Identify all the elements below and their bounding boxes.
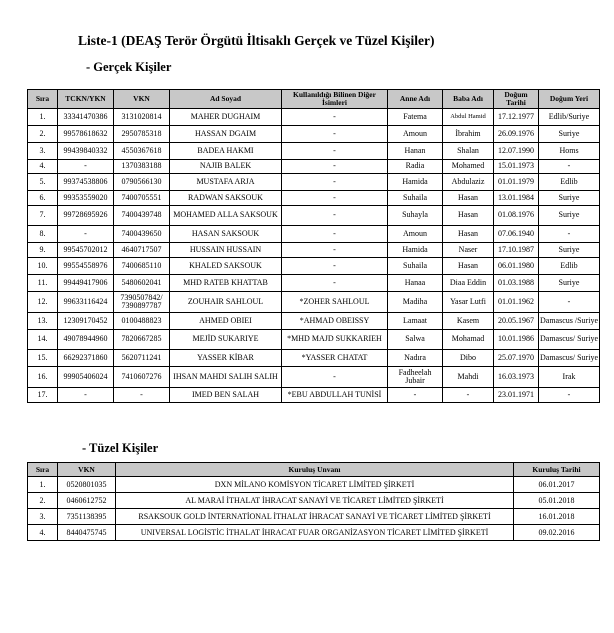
- person-baba-adi-cell: Mohamad: [443, 330, 494, 350]
- person-row: [28, 275, 600, 292]
- person-dogum-tarihi-cell: 01.01.1979: [494, 174, 539, 191]
- person-diger-isimler-cell: *YASSER CHATAT: [282, 350, 388, 367]
- person-sira-cell: 16.: [28, 367, 58, 388]
- person-vkn-cell: 5480602041: [114, 275, 170, 292]
- person-diger-isimler-cell: -: [282, 275, 388, 292]
- person-dogum-tarihi-cell: 17.10.1987: [494, 243, 539, 258]
- entities-header-vkn: VKN: [58, 463, 116, 477]
- persons-header-baba-adi: Baba Adı: [443, 90, 494, 109]
- person-dogum-tarihi-cell: 16.03.1973: [494, 367, 539, 388]
- person-dogum-tarihi-cell: 12.07.1990: [494, 143, 539, 160]
- person-tckn-cell: 99578618632: [58, 126, 114, 143]
- person-diger-isimler-cell: *MHD MAJD SUKKARIEH: [282, 330, 388, 350]
- person-dogum-yeri-cell: -: [539, 292, 600, 313]
- person-tckn-cell: -: [58, 160, 114, 174]
- person-row: [28, 109, 600, 126]
- person-row: [28, 388, 600, 403]
- person-dogum-yeri-cell: Damascus /Suriye: [539, 313, 600, 330]
- person-diger-isimler-cell: -: [282, 206, 388, 226]
- entity-tarih-cell: 05.01.2018: [514, 493, 600, 509]
- entity-row: [28, 525, 600, 541]
- person-baba-adi-cell: -: [443, 388, 494, 403]
- person-ad-soyad-cell: HASAN SAKSOUK: [170, 226, 282, 243]
- persons-header-dogum-yeri: Doğum Yeri: [539, 90, 600, 109]
- person-row: [28, 292, 600, 313]
- person-sira-cell: 7.: [28, 206, 58, 226]
- person-dogum-tarihi-cell: 01.03.1988: [494, 275, 539, 292]
- person-vkn-cell: 7400439650: [114, 226, 170, 243]
- entities-body: [28, 477, 600, 541]
- person-dogum-tarihi-cell: 25.07.1970: [494, 350, 539, 367]
- person-sira-cell: 2.: [28, 126, 58, 143]
- person-dogum-yeri-cell: Edlib: [539, 174, 600, 191]
- person-baba-adi-cell: Kasem: [443, 313, 494, 330]
- person-diger-isimler-cell: -: [282, 143, 388, 160]
- persons-table: [27, 89, 600, 403]
- person-ad-soyad-cell: MUSTAFA ARJA: [170, 174, 282, 191]
- person-ad-soyad-cell: MHD RATEB KHATTAB: [170, 275, 282, 292]
- person-baba-adi-cell: Shalan: [443, 143, 494, 160]
- person-row: [28, 160, 600, 174]
- person-tckn-cell: 99905406024: [58, 367, 114, 388]
- person-row: [28, 258, 600, 275]
- person-row: [28, 174, 600, 191]
- person-vkn-cell: 0790566130: [114, 174, 170, 191]
- entity-tarih-cell: 16.01.2018: [514, 509, 600, 525]
- person-row: [28, 206, 600, 226]
- person-ad-soyad-cell: YASSER KİBAR: [170, 350, 282, 367]
- person-ad-soyad-cell: BADEA HAKMI: [170, 143, 282, 160]
- person-dogum-yeri-cell: Edlib: [539, 258, 600, 275]
- person-anne-adi-cell: Madiha: [388, 292, 443, 313]
- person-diger-isimler-cell: *ZOHER SAHLOUL: [282, 292, 388, 313]
- person-vkn-cell: -: [114, 388, 170, 403]
- person-row: [28, 367, 600, 388]
- entity-row: [28, 509, 600, 525]
- person-tckn-cell: 99545702012: [58, 243, 114, 258]
- entities-header-unvan: Kuruluş Unvanı: [116, 463, 514, 477]
- person-dogum-tarihi-cell: 01.08.1976: [494, 206, 539, 226]
- person-sira-cell: 1.: [28, 109, 58, 126]
- entity-sira-cell: 3.: [28, 509, 58, 525]
- person-anne-adi-cell: Suhaila: [388, 191, 443, 206]
- person-ad-soyad-cell: HUSSAIN HUSSAIN: [170, 243, 282, 258]
- person-dogum-tarihi-cell: 20.05.1967: [494, 313, 539, 330]
- person-dogum-tarihi-cell: 01.01.1962: [494, 292, 539, 313]
- person-dogum-yeri-cell: Homs: [539, 143, 600, 160]
- person-baba-adi-cell: Hasan: [443, 226, 494, 243]
- page-title: Liste-1 (DEAŞ Terör Örgütü İltisaklı Gerçek ve Tüzel Kişiler): [78, 33, 435, 48]
- person-dogum-tarihi-cell: 26.09.1976: [494, 126, 539, 143]
- person-vkn-cell: 7400685110: [114, 258, 170, 275]
- person-tckn-cell: 12309170452: [58, 313, 114, 330]
- person-anne-adi-cell: Radia: [388, 160, 443, 174]
- person-dogum-yeri-cell: -: [539, 160, 600, 174]
- person-vkn-cell: 2950785318: [114, 126, 170, 143]
- person-row: [28, 143, 600, 160]
- person-row: [28, 330, 600, 350]
- person-row: [28, 350, 600, 367]
- person-tckn-cell: 99439840332: [58, 143, 114, 160]
- person-sira-cell: 10.: [28, 258, 58, 275]
- person-anne-adi-cell: Suhaila: [388, 258, 443, 275]
- person-baba-adi-cell: Mohamed: [443, 160, 494, 174]
- person-diger-isimler-cell: *AHMAD OBEISSY: [282, 313, 388, 330]
- section-title-entities: - Tüzel Kişiler: [82, 441, 159, 455]
- person-ad-soyad-cell: NAJIB BALEK: [170, 160, 282, 174]
- person-dogum-yeri-cell: Damascus/ Suriye: [539, 330, 600, 350]
- entity-vkn-cell: 7351138395: [58, 509, 116, 525]
- persons-body: [28, 109, 600, 403]
- entities-table: [27, 462, 600, 541]
- person-dogum-tarihi-cell: 15.01.1973: [494, 160, 539, 174]
- person-baba-adi-cell: Mahdi: [443, 367, 494, 388]
- person-baba-adi-cell: Hasan: [443, 258, 494, 275]
- person-ad-soyad-cell: ZOUHAIR SAHLOUL: [170, 292, 282, 313]
- person-diger-isimler-cell: -: [282, 126, 388, 143]
- person-anne-adi-cell: Hamida: [388, 243, 443, 258]
- person-diger-isimler-cell: *EBU ABDULLAH TUNİSİ: [282, 388, 388, 403]
- person-tckn-cell: 33341470386: [58, 109, 114, 126]
- person-row: [28, 191, 600, 206]
- person-dogum-tarihi-cell: 17.12.1977: [494, 109, 539, 126]
- person-anne-adi-cell: Fatema: [388, 109, 443, 126]
- person-sira-cell: 11.: [28, 275, 58, 292]
- person-anne-adi-cell: Nadıra: [388, 350, 443, 367]
- person-ad-soyad-cell: IHSAN MAHDI SALIH SALIH: [170, 367, 282, 388]
- person-diger-isimler-cell: -: [282, 174, 388, 191]
- entity-sira-cell: 1.: [28, 477, 58, 493]
- entity-tarih-cell: 06.01.2017: [514, 477, 600, 493]
- person-diger-isimler-cell: -: [282, 160, 388, 174]
- person-diger-isimler-cell: -: [282, 226, 388, 243]
- person-row: [28, 226, 600, 243]
- person-sira-cell: 3.: [28, 143, 58, 160]
- person-tckn-cell: -: [58, 388, 114, 403]
- person-sira-cell: 17.: [28, 388, 58, 403]
- person-diger-isimler-cell: -: [282, 243, 388, 258]
- person-tckn-cell: -: [58, 226, 114, 243]
- person-sira-cell: 15.: [28, 350, 58, 367]
- person-baba-adi-cell: Naser: [443, 243, 494, 258]
- person-ad-soyad-cell: AHMED OBIEI: [170, 313, 282, 330]
- person-row: [28, 243, 600, 258]
- entity-vkn-cell: 0460612752: [58, 493, 116, 509]
- person-sira-cell: 8.: [28, 226, 58, 243]
- person-tckn-cell: 99728695926: [58, 206, 114, 226]
- person-sira-cell: 14.: [28, 330, 58, 350]
- entity-tarih-cell: 09.02.2016: [514, 525, 600, 541]
- person-anne-adi-cell: Hanaa: [388, 275, 443, 292]
- section-title-persons: - Gerçek Kişiler: [86, 60, 172, 74]
- person-tckn-cell: 99633116424: [58, 292, 114, 313]
- persons-header-ad-soyad: Ad Soyad: [170, 90, 282, 109]
- person-diger-isimler-cell: -: [282, 191, 388, 206]
- persons-header-row: [28, 90, 600, 109]
- person-anne-adi-cell: Hanan: [388, 143, 443, 160]
- entities-header-tarih: Kuruluş Tarihi: [514, 463, 600, 477]
- person-ad-soyad-cell: RADWAN SAKSOUK: [170, 191, 282, 206]
- person-baba-adi-cell: Abdul Hamid: [443, 109, 494, 126]
- person-dogum-yeri-cell: Suriye: [539, 275, 600, 292]
- person-vkn-cell: 7400705551: [114, 191, 170, 206]
- person-dogum-yeri-cell: Edlib/Suriye: [539, 109, 600, 126]
- person-dogum-tarihi-cell: 10.01.1986: [494, 330, 539, 350]
- person-anne-adi-cell: Fadheelah Jubair: [388, 367, 443, 388]
- person-anne-adi-cell: -: [388, 388, 443, 403]
- person-ad-soyad-cell: KHALED SAKSOUK: [170, 258, 282, 275]
- person-dogum-yeri-cell: Suriye: [539, 126, 600, 143]
- person-anne-adi-cell: Lamaat: [388, 313, 443, 330]
- person-vkn-cell: 1370383188: [114, 160, 170, 174]
- person-row: [28, 313, 600, 330]
- person-baba-adi-cell: Dibo: [443, 350, 494, 367]
- entity-unvan-cell: UNIVERSAL LOGİSTİC İTHALAT İHRACAT FUAR ORGANİZASYON TİCARET LİMİTED ŞİRKETİ: [116, 525, 514, 541]
- person-ad-soyad-cell: HASSAN DGAIM: [170, 126, 282, 143]
- person-vkn-cell: 5620711241: [114, 350, 170, 367]
- person-dogum-yeri-cell: Suriye: [539, 243, 600, 258]
- person-ad-soyad-cell: MOHAMED ALLA SAKSOUK: [170, 206, 282, 226]
- person-tckn-cell: 49078944960: [58, 330, 114, 350]
- person-baba-adi-cell: Diaa Eddin: [443, 275, 494, 292]
- person-tckn-cell: 99449417906: [58, 275, 114, 292]
- person-vkn-cell: 3131020814: [114, 109, 170, 126]
- person-sira-cell: 12.: [28, 292, 58, 313]
- person-anne-adi-cell: Hamida: [388, 174, 443, 191]
- person-vkn-cell: 7820667285: [114, 330, 170, 350]
- persons-header-tckn: TCKN/YKN: [58, 90, 114, 109]
- person-vkn-cell: 7390507842/ 7390897787: [114, 292, 170, 313]
- person-ad-soyad-cell: IMED BEN SALAH: [170, 388, 282, 403]
- person-diger-isimler-cell: -: [282, 109, 388, 126]
- person-dogum-yeri-cell: Suriye: [539, 206, 600, 226]
- person-vkn-cell: 4640717507: [114, 243, 170, 258]
- person-dogum-yeri-cell: -: [539, 388, 600, 403]
- person-dogum-tarihi-cell: 23.01.1971: [494, 388, 539, 403]
- entity-vkn-cell: 8440475745: [58, 525, 116, 541]
- persons-header-anne-adi: Anne Adı: [388, 90, 443, 109]
- person-tckn-cell: 99374538806: [58, 174, 114, 191]
- person-row: [28, 126, 600, 143]
- person-diger-isimler-cell: -: [282, 367, 388, 388]
- person-vkn-cell: 4550367618: [114, 143, 170, 160]
- person-anne-adi-cell: Amoun: [388, 226, 443, 243]
- person-dogum-tarihi-cell: 06.01.1980: [494, 258, 539, 275]
- person-tckn-cell: 99353559020: [58, 191, 114, 206]
- person-ad-soyad-cell: MEJİD SUKARIYE: [170, 330, 282, 350]
- person-baba-adi-cell: Yasar Lutfi: [443, 292, 494, 313]
- person-anne-adi-cell: Amoun: [388, 126, 443, 143]
- persons-header-sira: Sıra: [28, 90, 58, 109]
- person-tckn-cell: 99554558976: [58, 258, 114, 275]
- person-tckn-cell: 66292371860: [58, 350, 114, 367]
- entity-unvan-cell: AL MARAİ İTHALAT İHRACAT SANAYİ VE TİCARET LİMİTED ŞİRKETİ: [116, 493, 514, 509]
- person-ad-soyad-cell: MAHER DUGHAIM: [170, 109, 282, 126]
- person-diger-isimler-cell: -: [282, 258, 388, 275]
- entity-unvan-cell: DXN MİLANO KOMİSYON TİCARET LİMİTED ŞİRKETİ: [116, 477, 514, 493]
- person-vkn-cell: 7400439748: [114, 206, 170, 226]
- person-dogum-yeri-cell: Irak: [539, 367, 600, 388]
- person-anne-adi-cell: Suhayla: [388, 206, 443, 226]
- entity-sira-cell: 4.: [28, 525, 58, 541]
- person-vkn-cell: 0100488823: [114, 313, 170, 330]
- person-sira-cell: 6.: [28, 191, 58, 206]
- person-dogum-yeri-cell: Suriye: [539, 191, 600, 206]
- persons-header-dogum-tarihi: Doğum Tarihi: [494, 90, 539, 109]
- person-dogum-yeri-cell: Damascus/ Suriye: [539, 350, 600, 367]
- person-dogum-yeri-cell: -: [539, 226, 600, 243]
- entities-header-sira: Sıra: [28, 463, 58, 477]
- entity-row: [28, 493, 600, 509]
- persons-header-diger-isimler: Kullanıldığı Bilinen Diğer İsimleri: [282, 90, 388, 109]
- entity-row: [28, 477, 600, 493]
- entity-vkn-cell: 0520801035: [58, 477, 116, 493]
- person-dogum-tarihi-cell: 13.01.1984: [494, 191, 539, 206]
- persons-header-vkn: VKN: [114, 90, 170, 109]
- person-anne-adi-cell: Salwa: [388, 330, 443, 350]
- person-sira-cell: 5.: [28, 174, 58, 191]
- person-baba-adi-cell: Hasan: [443, 206, 494, 226]
- person-dogum-tarihi-cell: 07.06.1940: [494, 226, 539, 243]
- entity-sira-cell: 2.: [28, 493, 58, 509]
- entity-unvan-cell: RSAKSOUK GOLD İNTERNATİONAL İTHALAT İHRACAT SANAYİ VE TİCARET LİMİTED ŞİRKETİ: [116, 509, 514, 525]
- person-sira-cell: 4.: [28, 160, 58, 174]
- person-sira-cell: 13.: [28, 313, 58, 330]
- person-sira-cell: 9.: [28, 243, 58, 258]
- person-vkn-cell: 7410607276: [114, 367, 170, 388]
- entities-header-row: [28, 463, 600, 477]
- person-baba-adi-cell: Hasan: [443, 191, 494, 206]
- person-baba-adi-cell: İbrahim: [443, 126, 494, 143]
- person-baba-adi-cell: Abdulaziz: [443, 174, 494, 191]
